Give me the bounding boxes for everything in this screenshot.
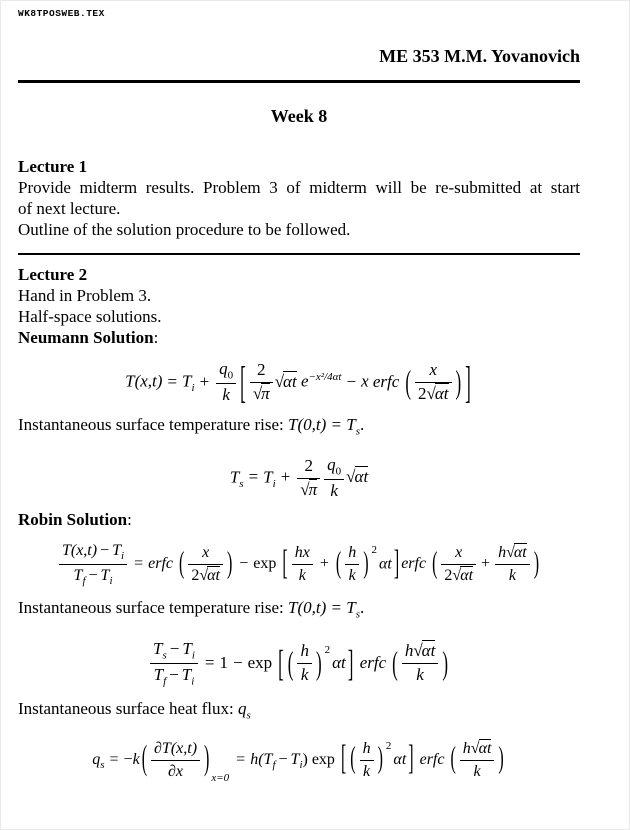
- square-root: [427, 384, 449, 403]
- radicand: αt: [460, 567, 474, 585]
- math-subscript: s: [355, 425, 360, 438]
- numerator: [460, 740, 495, 761]
- square-root: [346, 467, 368, 486]
- radical-icon: √: [199, 567, 209, 585]
- radical-icon: √: [252, 384, 263, 404]
- square-root: [275, 372, 297, 391]
- big-right-paren: ): [455, 364, 462, 401]
- period: .: [359, 415, 365, 435]
- fraction: [297, 457, 320, 499]
- numerator: 2: [297, 457, 320, 479]
- math-token: T: [73, 567, 83, 585]
- radicand: αt: [478, 740, 492, 758]
- big-right-bracket: ]: [408, 740, 414, 778]
- denominator: k: [416, 665, 424, 685]
- radical-icon: √: [274, 371, 285, 391]
- radicand: αt: [283, 371, 297, 391]
- exp-function: exp: [247, 652, 273, 672]
- big-right-paren: ): [204, 740, 210, 778]
- equals-sign: =: [248, 467, 259, 487]
- plus-sign: +: [280, 467, 291, 487]
- minus-sign: −: [169, 665, 179, 685]
- big-right-paren: ): [442, 645, 448, 682]
- erfc-function: erfc: [148, 555, 173, 573]
- equals-sign: =: [236, 751, 246, 769]
- filename-watermark: WK8TPOSWEB.TEX: [18, 8, 105, 19]
- denominator: k: [330, 481, 338, 501]
- denominator: k: [363, 762, 371, 780]
- square-root: [300, 480, 317, 499]
- denominator: [150, 664, 198, 687]
- math-token: T: [229, 467, 240, 487]
- big-right-bracket: ]: [347, 642, 354, 685]
- math-token: T: [263, 467, 273, 487]
- fraction: [150, 640, 198, 688]
- fraction: [216, 360, 236, 405]
- square-root: [452, 567, 473, 584]
- big-left-paren: (: [350, 743, 356, 776]
- denominator: k: [473, 762, 481, 780]
- colon: :: [127, 509, 132, 529]
- neumann-heading-label: Neumann Solution: [18, 328, 154, 347]
- period: .: [359, 598, 365, 618]
- math-subscript: x=0: [211, 772, 230, 785]
- minus-sign: −: [123, 751, 133, 769]
- big-left-bracket: [: [340, 740, 347, 778]
- surface-rise-math: [288, 598, 365, 621]
- lecture-1-text-line-3: Outline of the solution procedure to be followed.: [18, 220, 351, 239]
- lecture-2-text-line-1: Hand in Problem 3.: [18, 286, 152, 305]
- math-token: q: [219, 359, 228, 378]
- big-left-paren: (: [141, 740, 148, 778]
- denominator: k: [348, 567, 356, 585]
- surface-flux-line: [18, 698, 580, 726]
- big-left-bracket: [: [278, 642, 284, 685]
- math-subscript: i: [121, 549, 125, 562]
- numerator: x: [415, 361, 452, 383]
- math-token: q: [327, 454, 336, 474]
- math-token: h: [404, 641, 414, 661]
- big-right-paren: ): [363, 547, 369, 580]
- plus-sign: +: [199, 371, 210, 391]
- big-left-paren: (: [405, 364, 411, 401]
- numerator: h: [360, 740, 374, 761]
- math-token: k: [132, 751, 140, 769]
- denominator: [188, 565, 223, 585]
- numerator: [324, 456, 344, 480]
- denominator: ∂x: [168, 762, 184, 780]
- radical-icon: √: [300, 479, 310, 499]
- numerator: h: [297, 642, 312, 664]
- radical-icon: √: [452, 567, 462, 585]
- plus-sign: +: [319, 555, 329, 573]
- denominator: [297, 479, 320, 500]
- minus-sign: −: [232, 652, 243, 672]
- math-subscript: 0: [227, 369, 234, 382]
- equals-sign: =: [167, 371, 178, 391]
- square-root: [506, 544, 527, 561]
- surface-rise-line-2: [18, 597, 580, 625]
- square-root: [253, 384, 270, 403]
- math-token: 2: [191, 567, 200, 585]
- math-subscript: 0: [335, 464, 342, 477]
- fraction: [151, 740, 200, 780]
- big-right-paren: ): [377, 743, 383, 776]
- big-left-paren: (: [287, 645, 294, 682]
- radicand: αt: [421, 641, 436, 661]
- big-left-paren: (: [392, 645, 398, 682]
- lecture-1-text-line-1: Provide midterm results. Problem 3 of midterm will be re-submitted at start: [18, 178, 580, 197]
- erfc-function: erfc: [372, 371, 400, 391]
- fraction: [297, 642, 312, 684]
- math-token: T: [153, 638, 163, 658]
- minus-sign: −: [278, 751, 288, 769]
- surface-rise-math: [288, 415, 365, 438]
- big-left-paren: (: [432, 547, 438, 580]
- math-token: T: [112, 541, 122, 559]
- surface-rise-label: Instantaneous surface temperature rise:: [18, 415, 284, 435]
- big-left-paren: (: [178, 547, 185, 580]
- fraction: [360, 740, 374, 780]
- numerator: x: [441, 544, 476, 565]
- big-right-paren: ): [533, 547, 540, 580]
- robin-heading-label: Robin Solution: [18, 509, 128, 529]
- fraction: [345, 544, 359, 584]
- robin-solution-heading: [18, 509, 580, 530]
- exp-function: exp: [253, 555, 277, 573]
- lecture-2-heading: Lecture 2: [18, 265, 88, 284]
- radical-icon: √: [470, 740, 480, 758]
- math-token: T: [290, 751, 300, 769]
- numerator: h: [345, 544, 359, 565]
- numerator: [150, 640, 198, 664]
- equation-neumann-temperature: [18, 357, 580, 408]
- math-subscript: s: [239, 477, 244, 490]
- math-token: q: [237, 698, 247, 718]
- math-token: αt: [393, 751, 407, 769]
- square-root: [199, 567, 220, 584]
- math-subscript: s: [162, 649, 167, 662]
- minus-sign: −: [239, 555, 249, 573]
- radicand: π: [308, 479, 318, 499]
- big-left-bracket: [: [240, 357, 246, 408]
- page-title: Week 8: [270, 106, 328, 126]
- erfc-function: erfc: [419, 751, 445, 769]
- neumann-solution-heading: [18, 327, 580, 348]
- math-subscript: f: [82, 575, 86, 588]
- math-token: 1: [219, 652, 228, 672]
- math-token: αt: [379, 555, 392, 573]
- big-left-paren: (: [335, 547, 342, 580]
- lecture-1-section: [18, 156, 580, 240]
- divider-rule-top: [18, 80, 580, 83]
- math-token: T: [182, 371, 192, 391]
- math-token: T: [153, 665, 164, 685]
- numerator: [495, 544, 530, 565]
- equation-robin-surface-temperature: [18, 640, 580, 688]
- radicand: αt: [434, 384, 449, 404]
- math-subscript: i: [191, 381, 195, 394]
- math-subscript: f: [163, 675, 167, 688]
- equals-sign: =: [109, 751, 119, 769]
- fraction: [415, 361, 452, 403]
- equation-neumann-surface-temperature: [18, 456, 580, 501]
- radical-icon: √: [506, 544, 515, 562]
- surface-rise-line-1: [18, 414, 580, 442]
- numerator: [59, 542, 127, 565]
- big-right-bracket: ]: [465, 357, 471, 408]
- math-token: T: [181, 665, 192, 685]
- minus-sign: −: [169, 638, 180, 658]
- equals-sign: =: [204, 652, 215, 672]
- radicand: αt: [354, 467, 369, 487]
- math-exponent: −x²/4αt: [308, 370, 342, 383]
- math-subscript: i: [191, 675, 195, 688]
- math-exponent: 2: [385, 740, 392, 753]
- math-subscript: i: [191, 649, 195, 662]
- math-exponent: 2: [324, 643, 331, 656]
- math-token: q: [92, 751, 101, 769]
- lecture-1-text-line-2: of next lecture.: [18, 199, 121, 218]
- lecture-2-text-line-2: Half-space solutions.: [18, 307, 162, 326]
- math-token: T(0,t) = T: [288, 415, 356, 435]
- fraction: [402, 642, 439, 684]
- minus-sign: −: [346, 371, 357, 391]
- surface-flux-label: Instantaneous surface heat flux:: [18, 698, 234, 718]
- fraction: [250, 361, 273, 403]
- radicand: αt: [207, 567, 220, 585]
- radical-icon: √: [413, 641, 423, 661]
- equation-robin-temperature: [18, 542, 580, 588]
- denominator: [250, 383, 273, 404]
- radicand: π: [261, 384, 270, 404]
- course-header: ME 353 M.M. Yovanovich: [379, 46, 580, 66]
- minus-sign: −: [88, 567, 98, 585]
- lecture-2-section: [18, 264, 580, 784]
- denominator: k: [222, 385, 230, 405]
- math-subscript: i: [272, 477, 276, 490]
- math-token: h(: [250, 751, 264, 769]
- denominator: [441, 565, 476, 585]
- math-subscript: f: [272, 759, 276, 772]
- fraction: [292, 544, 313, 584]
- numerator: 2: [250, 361, 273, 383]
- equation-surface-heat-flux: [18, 740, 580, 784]
- radical-icon: √: [346, 467, 356, 487]
- denominator: k: [298, 567, 306, 585]
- big-right-paren: ): [498, 743, 504, 776]
- exp-function: exp: [311, 751, 335, 769]
- denominator: k: [300, 665, 309, 685]
- fraction: [460, 740, 495, 780]
- fraction: [495, 544, 530, 584]
- denominator: [59, 565, 127, 587]
- math-exponent: 2: [371, 544, 378, 557]
- math-token: e: [300, 371, 309, 391]
- equals-sign: =: [134, 555, 144, 573]
- math-token: T(x,t): [61, 541, 98, 559]
- big-right-paren: ): [315, 645, 322, 682]
- math-token: T: [182, 638, 192, 658]
- erfc-function: erfc: [359, 652, 387, 672]
- math-subscript: i: [299, 759, 303, 772]
- denominator: [415, 383, 452, 404]
- surface-rise-label: Instantaneous surface temperature rise:: [18, 598, 284, 618]
- colon: :: [153, 328, 159, 347]
- big-right-paren: ): [226, 547, 233, 580]
- surface-flux-math: [237, 698, 251, 722]
- fraction: [441, 544, 476, 584]
- plus-sign: +: [481, 555, 491, 573]
- big-right-bracket: ]: [393, 544, 400, 583]
- math-token: h: [462, 740, 471, 758]
- radical-icon: √: [426, 384, 436, 404]
- numerator: ∂T(x,t): [151, 740, 200, 761]
- fraction: [324, 456, 344, 501]
- math-token: T(x,t): [125, 371, 163, 391]
- square-root: [413, 641, 435, 660]
- numerator: [402, 642, 439, 664]
- radicand: αt: [513, 544, 527, 562]
- numerator: hx: [292, 544, 313, 565]
- erfc-function: erfc: [401, 555, 427, 573]
- math-subscript: i: [109, 575, 113, 588]
- big-left-bracket: [: [282, 544, 288, 583]
- math-token: T: [263, 751, 273, 769]
- math-token: 2: [444, 567, 453, 585]
- math-subscript: s: [355, 608, 360, 621]
- math-subscript: s: [246, 709, 251, 722]
- numerator: x: [188, 544, 223, 565]
- fraction: [59, 542, 127, 588]
- lecture-1-heading: Lecture 1: [18, 157, 88, 176]
- fraction: [188, 544, 223, 584]
- right-paren: ): [302, 751, 308, 769]
- divider-rule-middle: [18, 253, 580, 255]
- math-token: αt: [332, 652, 346, 672]
- math-subscript: s: [100, 759, 105, 772]
- numerator: [216, 360, 236, 384]
- math-token: T(0,t) = T: [288, 598, 356, 618]
- math-token: 2: [418, 384, 427, 404]
- math-token: x: [361, 371, 369, 391]
- math-token: h: [498, 544, 507, 562]
- minus-sign: −: [100, 541, 110, 559]
- square-root: [471, 740, 492, 757]
- big-left-paren: (: [450, 743, 456, 776]
- math-token: T: [100, 567, 110, 585]
- denominator: k: [508, 567, 516, 585]
